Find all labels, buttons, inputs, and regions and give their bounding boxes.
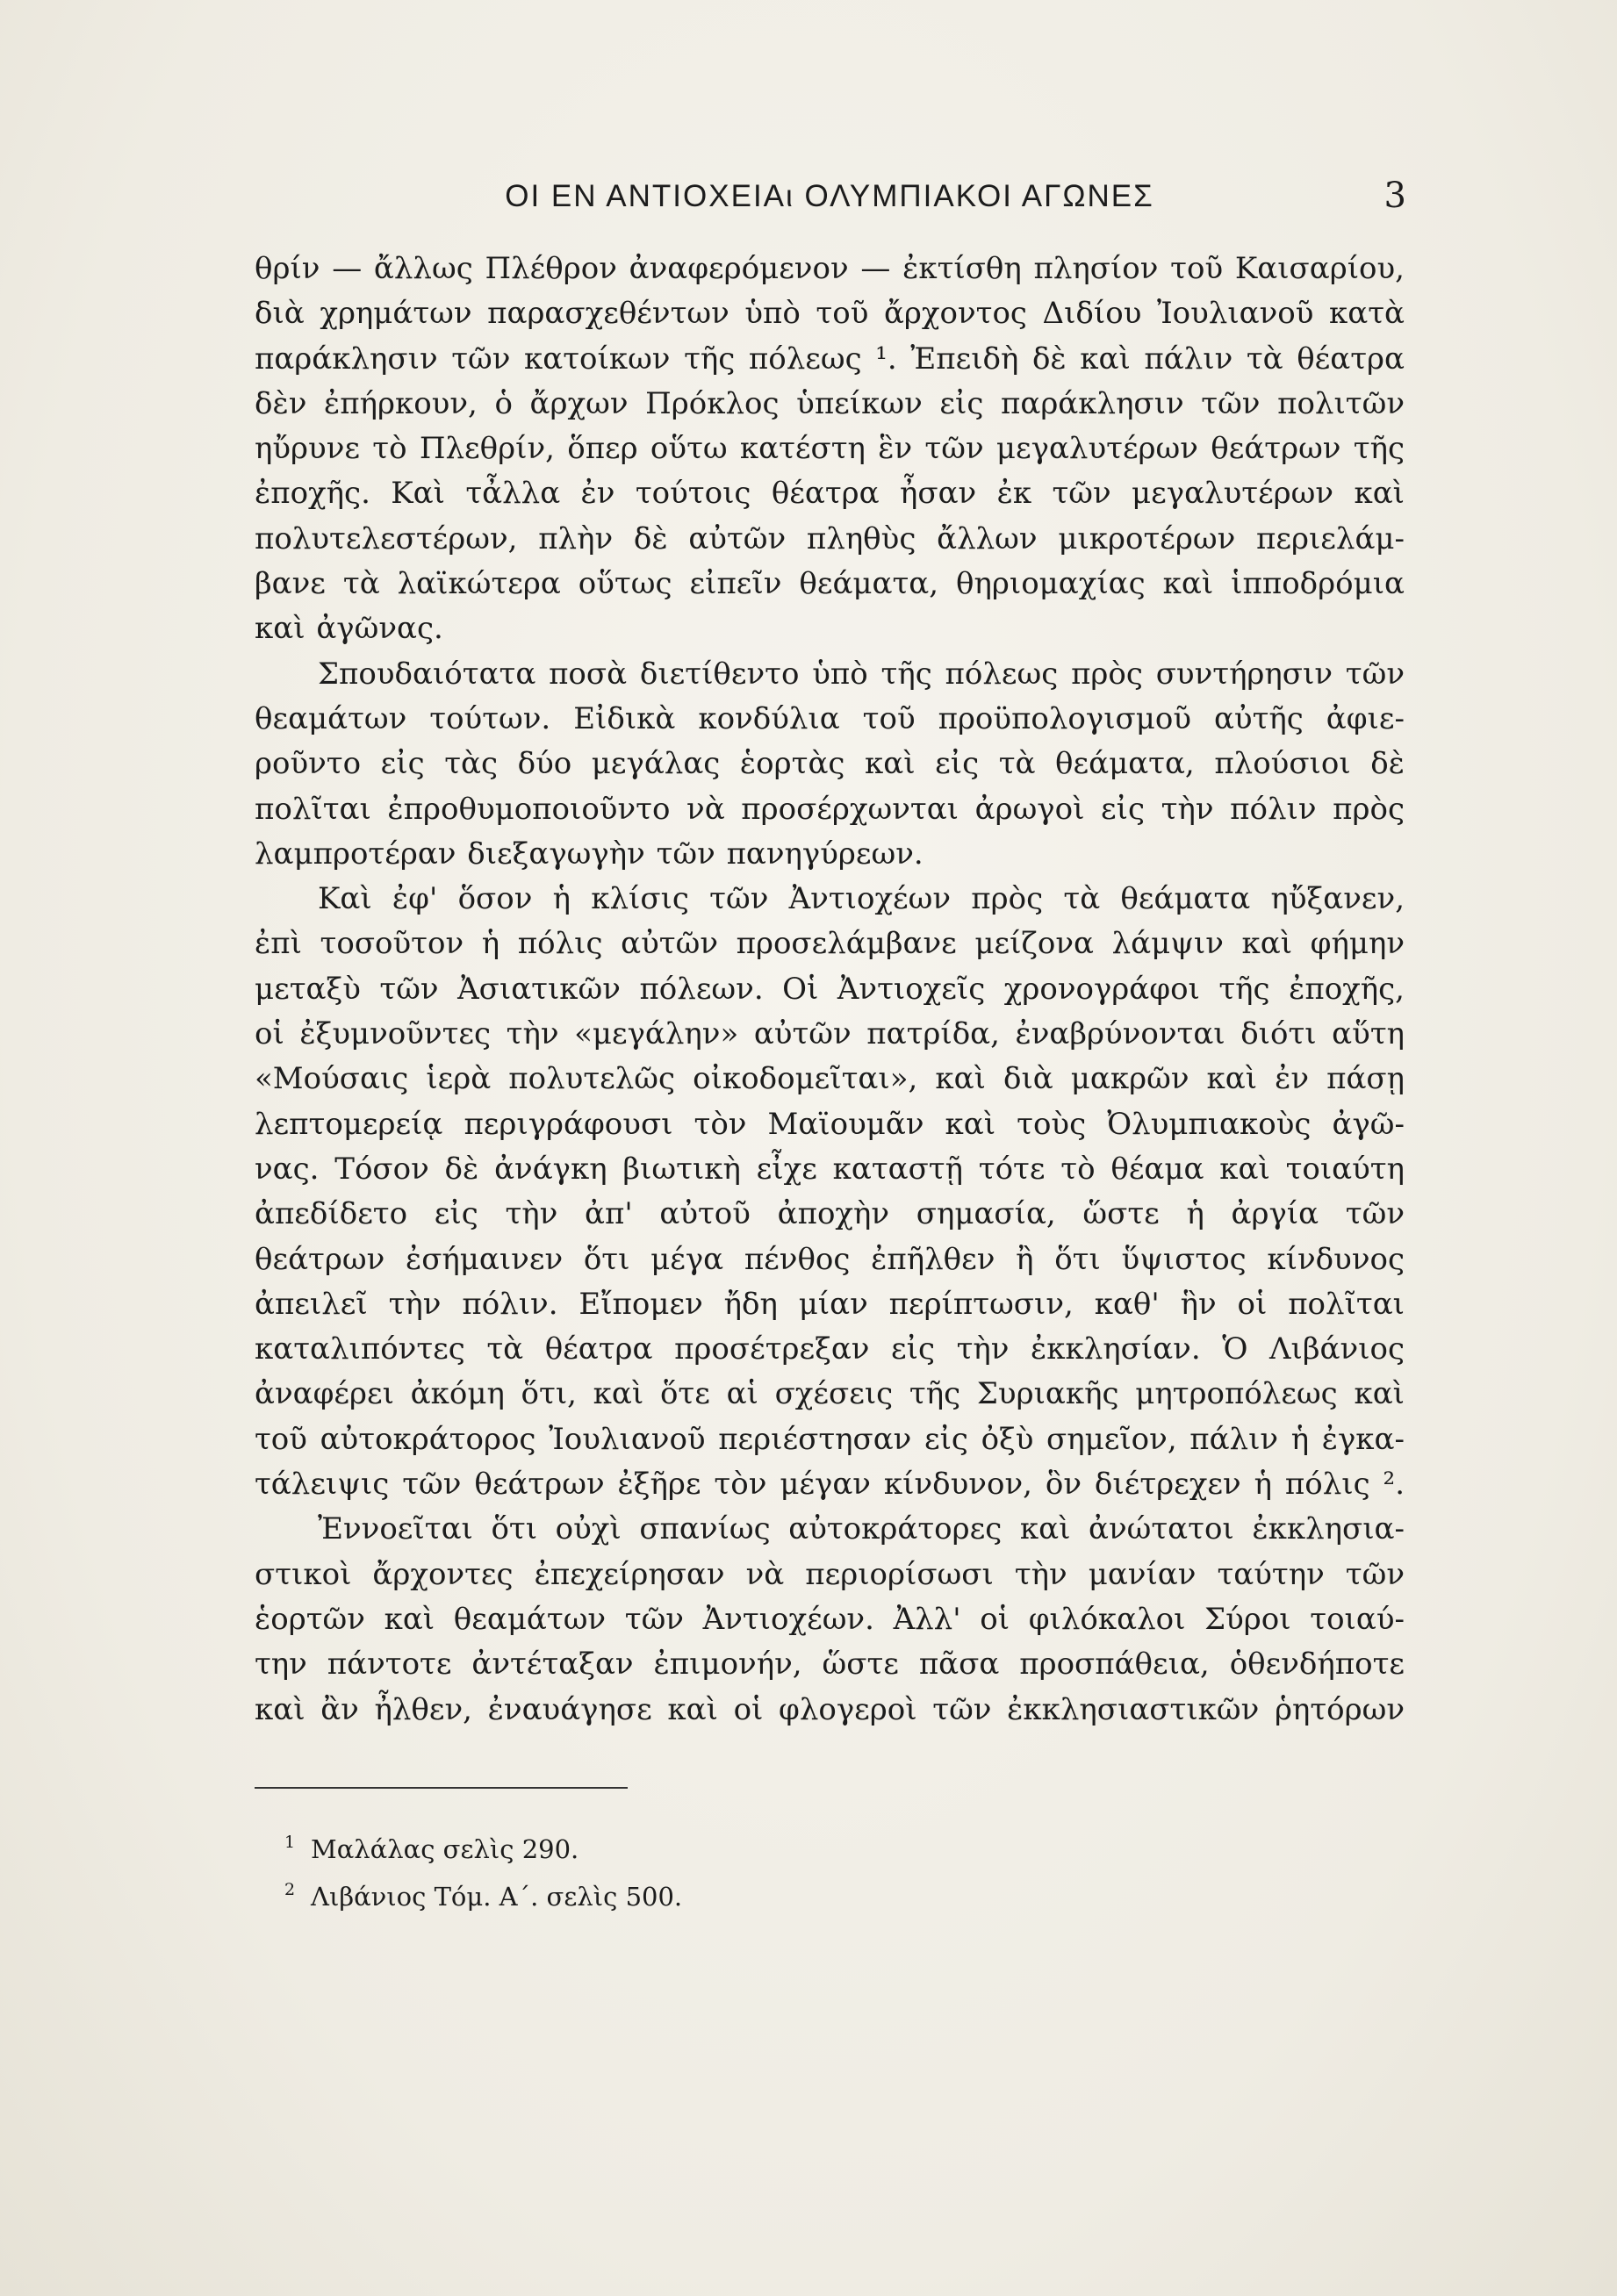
paragraph-start-line: Καὶ ἐφ' ὅσον ἡ κλίσις τῶν Ἀντιοχέων πρὸς τὰ θεάματα ηὔξανεν, [318,881,1405,917]
text-line: ἐπὶ τοσοῦτον ἡ πόλις αὐτῶν προσελάμβανε μείζονα λάμψιν καὶ φήμην [255,926,1405,962]
text-line: ροῦντο εἰς τὰς δύο μεγάλας ἑορτὰς καὶ εἰς τὰ θεάματα, πλούσιοι δὲ [255,746,1405,782]
text-line: καὶ ἀγῶνας. [255,611,443,647]
text-line: πολυτελεστέρων, πλὴν δὲ αὐτῶν πληθὺς ἄλλων μικροτέρων περιελάμ- [255,520,1405,556]
page-number: 3 [1383,176,1406,216]
paragraph-start-line: Σπουδαιότατα ποσὰ διετίθεντο ὑπὸ τῆς πόλεως πρὸς συντήρησιν τῶν [318,656,1405,692]
running-title: ΟΙ ΕΝ ΑΝΤΙΟΧΕΙΑι ΟΛΥΜΠΙΑΚΟΙ ΑΓΩΝΕΣ [505,179,1154,213]
footnote-number: 2 [284,1880,296,1899]
text-line: οἱ ἐξυμνοῦντες τὴν «μεγάλην» αὐτῶν πατρίδα, ἐναβρύνονται διότι αὕτη [255,1016,1405,1052]
text-line: ἀναφέρει ἀκόμη ὅτι, καὶ ὅτε αἱ σχέσεις τῆς Συριακῆς μητροπόλεως καὶ [255,1376,1405,1412]
text-line: πολῖται ἐπροθυμοποιοῦντο νὰ προσέρχωνται ἀρωγοὶ εἰς τὴν πόλιν πρὸς [255,791,1405,827]
footnote [284,1822,1074,1869]
text-line: λαμπροτέραν διεξαγωγὴν τῶν πανηγύρεων. [255,836,923,872]
paragraph-start-line: Ἐννοεῖται ὅτι οὐχὶ σπανίως αὐτοκράτορες καὶ ἀνώτατοι ἐκκλησια- [318,1511,1405,1547]
text-line: τάλειψις τῶν θεάτρων ἐξῆρε τὸν μέγαν κίνδυνον, ὃν διέτρεχεν ἡ πόλις ². [255,1467,1405,1503]
text-line: ἑορτῶν καὶ θεαμάτων τῶν Ἀντιοχέων. Ἀλλ' οἱ φιλόκαλοι Σύροι τοιαύ- [255,1601,1405,1637]
text-line: στικοὶ ἄρχοντες ἐπεχείρησαν νὰ περιορίσωσι τὴν μανίαν ταύτην τῶν [255,1556,1405,1592]
text-line: δὲν ἐπήρκουν, ὁ ἄρχων Πρόκλος ὑπείκων εἰς παράκλησιν τῶν πολιτῶν [255,385,1405,421]
text-line: θεάτρων ἐσήμαινεν ὅτι μέγα πένθος ἐπῆλθεν ἢ ὅτι ὕψιστος κίνδυνος [255,1241,1405,1277]
text-line: μεταξὺ τῶν Ἀσιατικῶν πόλεων. Οἱ Ἀντιοχεῖς χρονογράφοι τῆς ἐποχῆς, [255,971,1405,1007]
text-line: διὰ χρημάτων παρασχεθέντων ὑπὸ τοῦ ἄρχοντος Διδίου Ἰουλιανοῦ κατὰ [255,296,1405,332]
text-line: ηὔρυνε τὸ Πλεθρίν, ὅπερ οὕτω κατέστη ἓν τῶν μεγαλυτέρων θεάτρων τῆς [255,431,1405,467]
text-line: παράκλησιν τῶν κατοίκων τῆς πόλεως ¹. Ἐπειδὴ δὲ καὶ πάλιν τὰ θέατρα [255,341,1405,377]
text-line: ἀπεδίδετο εἰς τὴν ἀπ' αὐτοῦ ἀποχὴν σημασία, ὥστε ἡ ἀργία τῶν [255,1196,1405,1232]
footnote [284,1869,1074,1917]
text-line: ἀπειλεῖ τὴν πόλιν. Εἴπομεν ἤδη μίαν περίπτωσιν, καθ' ἣν οἱ πολῖται [255,1286,1405,1322]
text-line: καταλιπόντες τὰ θέατρα προσέτρεξαν εἰς τὴν ἐκκλησίαν. Ὁ Λιβάνιος [255,1331,1405,1367]
text-line: θεαμάτων τούτων. Εἰδικὰ κονδύλια τοῦ προϋπολογισμοῦ αὐτῆς ἀφιε- [255,700,1405,736]
footnotes [284,1822,1074,1917]
text-line: καὶ ἂν ἦλθεν, ἐναυάγησε καὶ οἱ φλογεροὶ τῶν ἐκκλησιαστικῶν ῥητόρων [255,1691,1405,1727]
text-line: νας. Τόσον δὲ ἀνάγκη βιωτικὴ εἶχε καταστῇ τότε τὸ θέαμα καὶ τοιαύτη [255,1151,1405,1187]
footnote-text: Λιβάνιος Τόμ. Α΄. σελὶς 500. [311,1882,683,1912]
footnote-divider [255,1787,628,1789]
text-line: λεπτομερείᾳ περιγράφουσι τὸν Μαϊουμᾶν καὶ τοὺς Ὀλυμπιακοὺς ἀγῶ- [255,1106,1405,1142]
body-text [255,247,1405,1733]
text-line: την πάντοτε ἀντέταξαν ἐπιμονήν, ὥστε πᾶσα προσπάθεια, ὁθενδήποτε [255,1647,1405,1683]
text-line: τοῦ αὐτοκράτορος Ἰουλιανοῦ περιέστησαν εἰς ὀξὺ σημεῖον, πάλιν ἡ ἐγκα- [255,1421,1405,1457]
text-line: ἐποχῆς. Καὶ τἆλλα ἐν τούτοις θέατρα ἦσαν ἐκ τῶν μεγαλυτέρων καὶ [255,476,1405,512]
text-line: «Μούσαις ἱερὰ πολυτελῶς οἰκοδομεῖται», καὶ διὰ μακρῶν καὶ ἐν πάσῃ [255,1061,1405,1097]
footnote-number: 1 [284,1833,296,1852]
text-line: βανε τὰ λαϊκώτερα οὕτως εἰπεῖν θεάματα, θηριομαχίας καὶ ἱπποδρόμια [255,566,1405,602]
text-line: θρίν — ἄλλως Πλέθρον ἀναφερόμενον — ἐκτίσθη πλησίον τοῦ Καισαρίου, [255,251,1405,286]
footnote-text: Μαλάλας σελὶς 290. [311,1834,579,1864]
page-header [255,176,1405,228]
